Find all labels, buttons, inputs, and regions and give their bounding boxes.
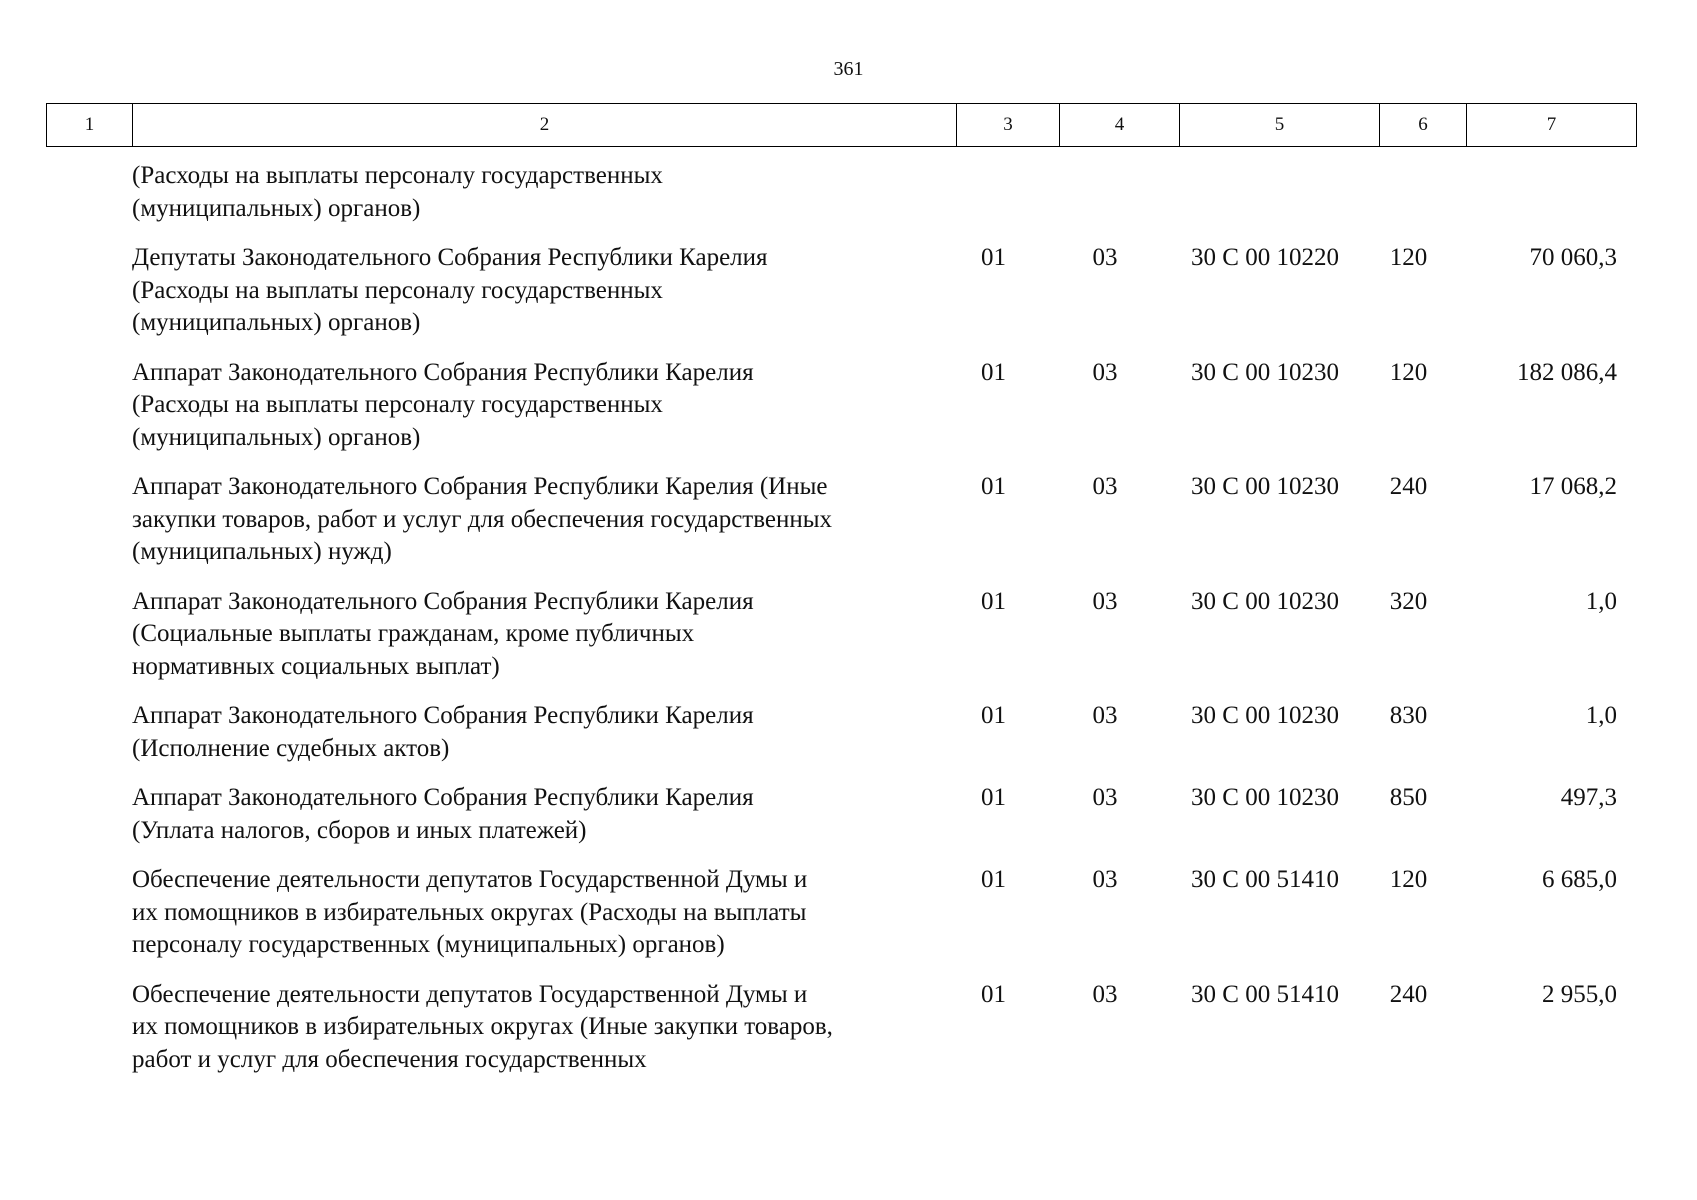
cell-empty [46,700,132,765]
description-line: Депутаты Законодательного Собрания Республики Карелия [132,244,768,271]
cell-target-code: 30 С 00 10230 [1191,587,1339,615]
cell-target-code: 30 С 00 10230 [1191,784,1339,811]
cell-target-code: 30 С 00 51410 [1191,980,1339,1008]
cell-subsection: 03 [1092,980,1118,1008]
cell-description [132,357,942,455]
cell-expense-type: 850 [1389,784,1428,811]
cell-empty [46,242,132,340]
cell-section: 01 [981,980,1006,1008]
cell-section [942,160,1045,225]
description-line: Аппарат Законодательного Собрания Республики Карелия [132,784,754,811]
cell-description [132,471,942,569]
cell-subsection: 03 [1092,473,1118,500]
cell-subsection: 03 [1092,587,1118,615]
cell-empty [46,864,132,962]
table-row [46,586,1636,684]
cell-description [132,242,942,340]
cell-expense-type: 320 [1389,587,1428,615]
table-row [46,979,1636,1077]
cell-empty [46,471,132,569]
cell-target-code [1165,160,1365,225]
table-row [46,700,1636,765]
description-line: Аппарат Законодательного Собрания Республики Карелия (Иные [132,473,828,500]
description-line: (муниципальных) нужд) [132,538,392,565]
cell-empty [46,586,132,684]
description-line: (Уплата налогов, сборов и иных платежей) [132,816,587,844]
cell-description [132,979,942,1077]
column-header-table [46,103,1637,147]
description-line: нормативных социальных выплат) [132,652,500,680]
cell-subsection: 03 [1092,866,1118,893]
cell-expense-type: 240 [1389,473,1428,500]
description-line: (Расходы на выплаты персоналу государственных [132,162,663,189]
cell-amount [1452,160,1625,225]
cell-expense-type: 120 [1389,866,1428,893]
cell-amount: 6 685,0 [1542,866,1617,893]
header-cell-3: 3 [957,104,1060,147]
cell-empty [46,979,132,1077]
description-line: (Исполнение судебных актов) [132,734,450,762]
cell-section: 01 [981,473,1006,500]
description-line: (муниципальных) органов) [132,309,421,336]
description-line: Аппарат Законодательного Собрания Республики Карелия [132,587,754,615]
cell-section: 01 [981,358,1006,386]
header-cell-7: 7 [1467,104,1637,147]
cell-amount: 70 060,3 [1529,244,1617,271]
description-line: (Расходы на выплаты персоналу государственных [132,391,663,418]
description-line: работ и услуг для обеспечения государственных [132,1045,647,1073]
cell-expense-type: 120 [1389,358,1428,386]
description-line: их помощников в избирательных округах (Иные закупки товаров, [132,1013,833,1040]
description-line: (Социальные выплаты гражданам, кроме публичных [132,620,695,647]
cell-section: 01 [981,784,1006,811]
cell-subsection: 03 [1092,244,1118,271]
cell-amount: 1,0 [1585,702,1617,729]
description-line: персоналу государственных (муниципальных) органов) [132,931,725,958]
cell-empty [46,357,132,455]
description-line: Аппарат Законодательного Собрания Республики Карелия [132,702,754,729]
cell-description [132,864,942,962]
cell-expense-type: 830 [1389,702,1428,729]
cell-amount: 182 086,4 [1517,358,1617,386]
cell-description [132,160,942,225]
cell-section: 01 [981,702,1006,729]
description-line: их помощников в избирательных округах (Расходы на выплаты [132,898,807,926]
cell-target-code: 30 С 00 10230 [1191,473,1339,500]
cell-subsection: 03 [1092,784,1118,811]
cell-section: 01 [981,866,1006,893]
cell-empty [46,160,132,225]
cell-target-code: 30 С 00 10220 [1191,244,1339,271]
description-line: (муниципальных) органов) [132,423,421,451]
table-body [46,160,1636,1093]
cell-section: 01 [981,244,1006,271]
description-line: (Расходы на выплаты персоналу государственных [132,276,663,304]
cell-amount: 1,0 [1585,587,1617,615]
cell-expense-type [1365,160,1452,225]
cell-target-code: 30 С 00 10230 [1191,702,1339,729]
header-cell-1: 1 [47,104,133,147]
header-cell-5: 5 [1180,104,1380,147]
description-line: Обеспечение деятельности депутатов Государственной Думы и [132,980,808,1008]
cell-amount: 17 068,2 [1529,473,1617,500]
cell-expense-type: 120 [1389,244,1428,271]
description-line: Аппарат Законодательного Собрания Республики Карелия [132,358,754,386]
description-line: закупки товаров, работ и услуг для обеспечения государственных [132,505,833,533]
cell-subsection: 03 [1092,702,1118,729]
cell-amount: 2 955,0 [1542,980,1617,1008]
table-row [46,357,1636,455]
table-row [46,864,1636,962]
header-cell-2: 2 [133,104,957,147]
cell-description [132,700,942,765]
header-row [47,104,1637,147]
page-number: 361 [833,58,864,80]
table-row [46,242,1636,340]
description-line: (муниципальных) органов) [132,194,421,222]
cell-amount: 497,3 [1560,784,1617,811]
cell-target-code: 30 С 00 51410 [1191,866,1339,893]
cell-subsection [1045,160,1165,225]
cell-empty [46,782,132,847]
cell-target-code: 30 С 00 10230 [1191,358,1339,386]
cell-section: 01 [981,587,1006,615]
cell-expense-type: 240 [1389,980,1428,1008]
table-row [46,471,1636,569]
cell-description [132,782,942,847]
header-cell-4: 4 [1060,104,1180,147]
cell-subsection: 03 [1092,358,1118,386]
description-line: Обеспечение деятельности депутатов Государственной Думы и [132,866,808,893]
cell-description [132,586,942,684]
header-cell-6: 6 [1380,104,1467,147]
table-row [46,160,1636,225]
table-row [46,782,1636,847]
